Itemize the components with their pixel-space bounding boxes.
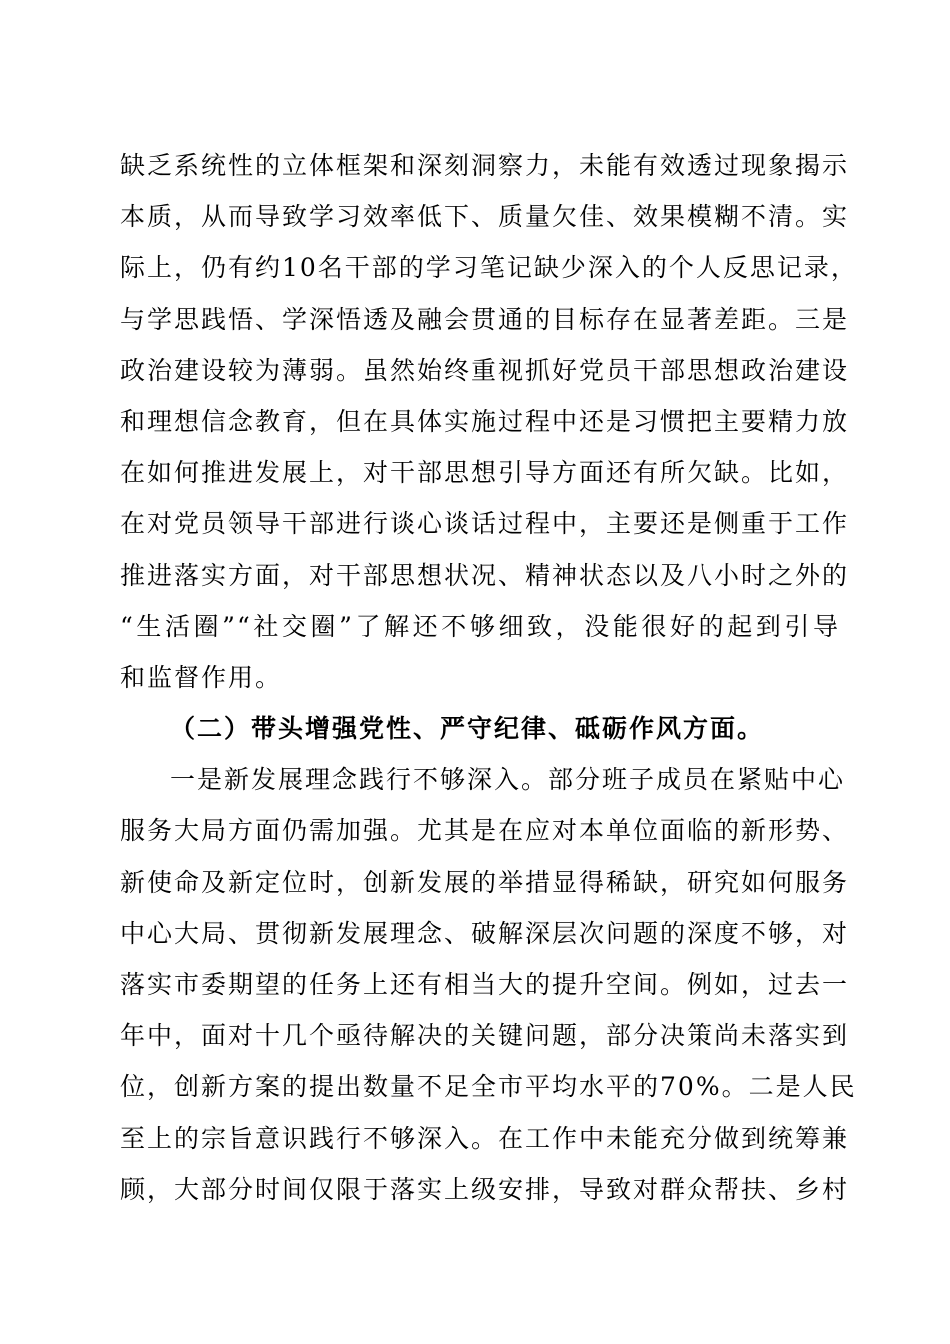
text-line: 政治建设较为薄弱。虽然始终重视抓好党员干部思想政治建设 xyxy=(120,355,850,385)
document-body xyxy=(120,140,858,1215)
text-line: 推进落实方面，对干部思想状况、精神状态以及八小时之外的 xyxy=(120,560,850,590)
text-line: 新使命及新定位时，创新发展的举措显得稀缺，研究如何服务 xyxy=(120,867,850,897)
text-line: 在对党员领导干部进行谈心谈话过程中，主要还是侧重于工作 xyxy=(120,509,850,539)
text-line: 缺乏系统性的立体框架和深刻洞察力，未能有效透过现象揭示 xyxy=(120,151,850,180)
text-line: 位，创新方案的提出数量不足全市平均水平的70%。二是人民 xyxy=(120,1072,857,1102)
text-line: “生活圈”“社交圈”了解还不够细致，没能很好的起到引导 xyxy=(120,611,840,641)
text-line: 年中，面对十几个亟待解决的关键问题，部分决策尚未落实到 xyxy=(120,1021,850,1051)
text-line: 中心大局、贯彻新发展理念、破解深层次问题的深度不够，对 xyxy=(120,918,850,948)
section-heading: （二）带头增强党性、严守纪律、砥砺作风方面。 xyxy=(170,714,765,744)
text-line: 在如何推进发展上，对干部思想引导方面还有所欠缺。比如， xyxy=(120,458,850,488)
text-line: 服务大局方面仍需加强。尤其是在应对本单位面临的新形势、 xyxy=(120,816,850,846)
text-line: 顾，大部分时间仅限于落实上级安排，导致对群众帮扶、乡村 xyxy=(120,1174,850,1204)
text-line: 本质，从而导致学习效率低下、质量欠佳、效果模糊不清。实 xyxy=(120,202,850,232)
text-line: 和理想信念教育，但在具体实施过程中还是习惯把主要精力放 xyxy=(120,406,850,436)
text-line: 际上，仍有约10名干部的学习笔记缺少深入的个人反思记录， xyxy=(120,253,858,283)
text-line: 至上的宗旨意识践行不够深入。在工作中未能充分做到统筹兼 xyxy=(120,1123,850,1153)
text-line: 与学思践悟、学深悟透及融会贯通的目标存在显著差距。三是 xyxy=(120,304,850,334)
text-line: 和监督作用。 xyxy=(120,662,283,692)
text-line: 落实市委期望的任务上还有相当大的提升空间。例如，过去一 xyxy=(120,970,850,999)
paragraph-first-line: 一是新发展理念践行不够深入。部分班子成员在紧贴中心 xyxy=(170,765,846,795)
